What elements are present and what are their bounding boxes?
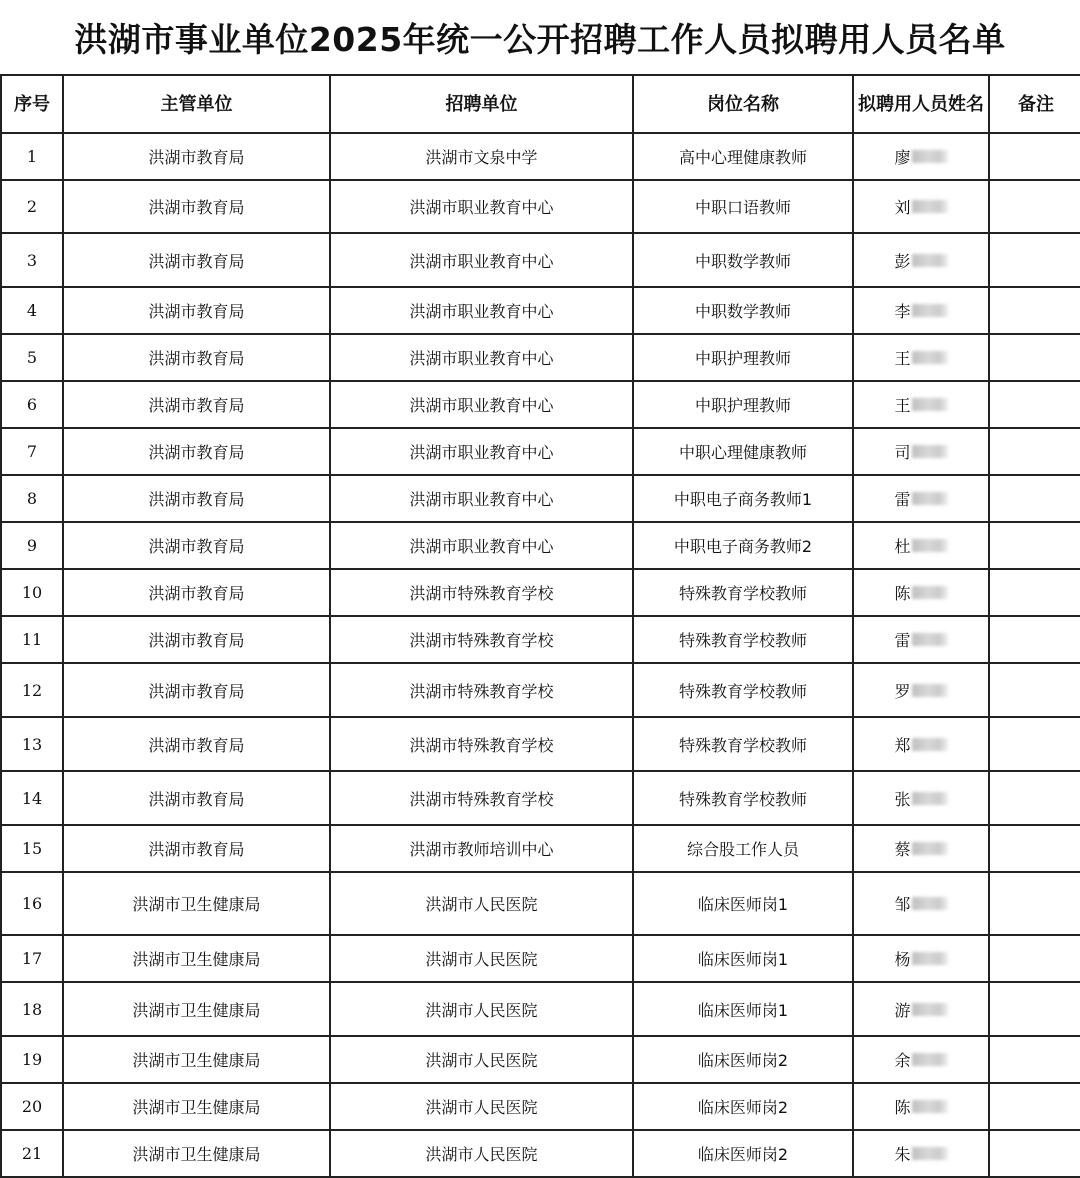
candidate-surname: 郑: [894, 735, 911, 755]
redacted-name-blur: [912, 586, 948, 599]
redacted-name-blur: [912, 254, 948, 267]
cell-dept: 洪湖市教育局: [63, 180, 330, 233]
cell-note: [989, 872, 1080, 935]
candidate-surname: 张: [894, 789, 911, 809]
cell-note: [989, 569, 1080, 616]
cell-dept: 洪湖市教育局: [63, 663, 330, 717]
cell-unit: 洪湖市教师培训中心: [330, 825, 633, 872]
redacted-name-blur: [912, 1147, 948, 1160]
name-wrap: [894, 628, 947, 651]
table-row: [1, 475, 1080, 522]
table-row: [1, 1083, 1080, 1130]
cell-dept: 洪湖市教育局: [63, 825, 330, 872]
cell-post: 特殊教育学校教师: [633, 771, 853, 825]
table-row: [1, 381, 1080, 428]
name-wrap: [894, 346, 947, 369]
cell-no: 6: [1, 381, 63, 428]
cell-post: 临床医师岗2: [633, 1036, 853, 1083]
name-wrap: [894, 892, 947, 915]
candidate-surname: 余: [894, 1051, 911, 1070]
name-wrap: [894, 299, 947, 322]
cell-name: [853, 663, 989, 717]
redacted-name-blur: [912, 539, 948, 552]
name-wrap: [894, 393, 947, 416]
cell-unit: 洪湖市特殊教育学校: [330, 569, 633, 616]
name-wrap: [894, 1095, 947, 1118]
candidate-surname: 刘: [894, 198, 911, 217]
cell-post: 临床医师岗1: [633, 935, 853, 982]
table-row: [1, 233, 1080, 287]
redacted-name-blur: [912, 633, 948, 646]
col-header-dept: 主管单位: [63, 75, 330, 133]
cell-post: 临床医师岗1: [633, 982, 853, 1036]
table-row: [1, 825, 1080, 872]
candidate-surname: 司: [894, 443, 911, 462]
cell-post: 临床医师岗2: [633, 1130, 853, 1177]
cell-note: [989, 771, 1080, 825]
cell-post: 综合股工作人员: [633, 825, 853, 872]
cell-name: [853, 334, 989, 381]
table-row: [1, 1036, 1080, 1083]
cell-unit: 洪湖市人民医院: [330, 1036, 633, 1083]
candidate-surname: 李: [894, 302, 911, 321]
cell-dept: 洪湖市卫生健康局: [63, 1083, 330, 1130]
table-row: [1, 180, 1080, 233]
candidate-surname: 朱: [894, 1145, 911, 1164]
cell-note: [989, 616, 1080, 663]
name-wrap: [894, 581, 947, 604]
candidate-surname: 廖: [894, 148, 911, 167]
redacted-name-blur: [912, 200, 948, 213]
cell-unit: 洪湖市人民医院: [330, 1130, 633, 1177]
cell-dept: 洪湖市教育局: [63, 428, 330, 475]
hiring-table: [0, 74, 1080, 1178]
cell-no: 1: [1, 133, 63, 180]
cell-note: [989, 381, 1080, 428]
cell-unit: 洪湖市特殊教育学校: [330, 616, 633, 663]
name-wrap: [894, 1048, 947, 1071]
cell-name: [853, 1036, 989, 1083]
cell-no: 19: [1, 1036, 63, 1083]
cell-post: 特殊教育学校教师: [633, 569, 853, 616]
cell-note: [989, 825, 1080, 872]
table-row: [1, 717, 1080, 771]
cell-name: [853, 771, 989, 825]
cell-dept: 洪湖市教育局: [63, 569, 330, 616]
cell-name: [853, 616, 989, 663]
table-row: [1, 334, 1080, 381]
cell-dept: 洪湖市教育局: [63, 233, 330, 287]
redacted-name-blur: [912, 304, 948, 317]
cell-dept: 洪湖市教育局: [63, 717, 330, 771]
cell-dept: 洪湖市卫生健康局: [63, 982, 330, 1036]
cell-no: 9: [1, 522, 63, 569]
redacted-name-blur: [912, 492, 948, 505]
cell-post: 中职心理健康教师: [633, 428, 853, 475]
redacted-name-blur: [912, 684, 948, 697]
cell-post: 中职护理教师: [633, 381, 853, 428]
cell-name: [853, 133, 989, 180]
cell-post: 特殊教育学校教师: [633, 717, 853, 771]
candidate-surname: 蔡: [894, 840, 911, 859]
cell-unit: 洪湖市文泉中学: [330, 133, 633, 180]
cell-dept: 洪湖市教育局: [63, 381, 330, 428]
cell-name: [853, 872, 989, 935]
cell-unit: 洪湖市职业教育中心: [330, 180, 633, 233]
cell-name: [853, 1083, 989, 1130]
cell-dept: 洪湖市卫生健康局: [63, 1130, 330, 1177]
name-wrap: [894, 787, 947, 810]
table-row: [1, 569, 1080, 616]
candidate-surname: 罗: [894, 681, 911, 701]
cell-no: 4: [1, 287, 63, 334]
table-row: [1, 982, 1080, 1036]
cell-no: 7: [1, 428, 63, 475]
cell-no: 18: [1, 982, 63, 1036]
table-row: [1, 133, 1080, 180]
table-row: [1, 663, 1080, 717]
redacted-name-blur: [912, 445, 948, 458]
candidate-surname: 王: [894, 349, 911, 368]
candidate-surname: 王: [894, 396, 911, 415]
cell-no: 13: [1, 717, 63, 771]
cell-unit: 洪湖市职业教育中心: [330, 428, 633, 475]
cell-note: [989, 334, 1080, 381]
cell-no: 20: [1, 1083, 63, 1130]
cell-no: 2: [1, 180, 63, 233]
cell-name: [853, 287, 989, 334]
cell-no: 21: [1, 1130, 63, 1177]
table-row: [1, 872, 1080, 935]
cell-note: [989, 663, 1080, 717]
name-wrap: [894, 1142, 947, 1165]
name-wrap: [894, 487, 947, 510]
redacted-name-blur: [912, 1053, 948, 1066]
cell-no: 8: [1, 475, 63, 522]
cell-no: 17: [1, 935, 63, 982]
cell-unit: 洪湖市人民医院: [330, 872, 633, 935]
cell-no: 3: [1, 233, 63, 287]
name-wrap: [894, 679, 947, 702]
cell-name: [853, 825, 989, 872]
cell-name: [853, 233, 989, 287]
candidate-surname: 陈: [894, 1098, 911, 1117]
cell-post: 高中心理健康教师: [633, 133, 853, 180]
cell-post: 临床医师岗2: [633, 1083, 853, 1130]
cell-post: 中职数学教师: [633, 287, 853, 334]
cell-unit: 洪湖市人民医院: [330, 982, 633, 1036]
cell-note: [989, 935, 1080, 982]
col-header-post: 岗位名称: [633, 75, 853, 133]
table-header-row: [1, 75, 1080, 133]
name-wrap: [894, 249, 947, 272]
candidate-surname: 彭: [894, 251, 911, 271]
redacted-name-blur: [912, 1003, 948, 1016]
redacted-name-blur: [912, 952, 948, 965]
cell-post: 中职护理教师: [633, 334, 853, 381]
cell-name: [853, 935, 989, 982]
cell-note: [989, 287, 1080, 334]
name-wrap: [894, 440, 947, 463]
name-wrap: [894, 145, 947, 168]
candidate-surname: 雷: [894, 490, 911, 509]
cell-no: 15: [1, 825, 63, 872]
name-wrap: [894, 534, 947, 557]
candidate-surname: 杨: [894, 950, 911, 969]
col-header-note: 备注: [989, 75, 1080, 133]
cell-note: [989, 133, 1080, 180]
cell-post: 特殊教育学校教师: [633, 663, 853, 717]
redacted-name-blur: [912, 1100, 948, 1113]
name-wrap: [894, 837, 947, 860]
cell-note: [989, 1036, 1080, 1083]
name-wrap: [894, 195, 947, 218]
cell-dept: 洪湖市教育局: [63, 475, 330, 522]
cell-no: 5: [1, 334, 63, 381]
candidate-surname: 杜: [894, 537, 911, 556]
name-wrap: [894, 998, 947, 1021]
cell-note: [989, 428, 1080, 475]
cell-unit: 洪湖市职业教育中心: [330, 381, 633, 428]
cell-unit: 洪湖市职业教育中心: [330, 475, 633, 522]
redacted-name-blur: [912, 738, 948, 751]
cell-note: [989, 233, 1080, 287]
table-body: [1, 133, 1080, 1177]
cell-note: [989, 475, 1080, 522]
candidate-surname: 雷: [894, 631, 911, 650]
cell-dept: 洪湖市教育局: [63, 287, 330, 334]
redacted-name-blur: [912, 842, 948, 855]
cell-post: 中职数学教师: [633, 233, 853, 287]
cell-no: 12: [1, 663, 63, 717]
cell-no: 14: [1, 771, 63, 825]
cell-dept: 洪湖市教育局: [63, 522, 330, 569]
cell-name: [853, 569, 989, 616]
cell-unit: 洪湖市职业教育中心: [330, 233, 633, 287]
col-header-unit: 招聘单位: [330, 75, 633, 133]
cell-unit: 洪湖市职业教育中心: [330, 334, 633, 381]
table-row: [1, 522, 1080, 569]
cell-unit: 洪湖市职业教育中心: [330, 287, 633, 334]
table-row: [1, 428, 1080, 475]
candidate-surname: 游: [894, 1000, 911, 1020]
cell-post: 中职口语教师: [633, 180, 853, 233]
cell-name: [853, 1130, 989, 1177]
cell-name: [853, 180, 989, 233]
cell-note: [989, 1083, 1080, 1130]
candidate-surname: 邹: [894, 895, 911, 914]
table-row: [1, 1130, 1080, 1177]
cell-dept: 洪湖市教育局: [63, 133, 330, 180]
cell-unit: 洪湖市人民医院: [330, 935, 633, 982]
cell-name: [853, 982, 989, 1036]
redacted-name-blur: [912, 351, 948, 364]
cell-unit: 洪湖市人民医院: [330, 1083, 633, 1130]
table-row: [1, 616, 1080, 663]
cell-unit: 洪湖市特殊教育学校: [330, 663, 633, 717]
cell-dept: 洪湖市卫生健康局: [63, 1036, 330, 1083]
redacted-name-blur: [912, 897, 948, 910]
cell-name: [853, 717, 989, 771]
cell-note: [989, 717, 1080, 771]
cell-name: [853, 475, 989, 522]
cell-name: [853, 381, 989, 428]
cell-post: 中职电子商务教师2: [633, 522, 853, 569]
cell-no: 16: [1, 872, 63, 935]
cell-dept: 洪湖市教育局: [63, 771, 330, 825]
cell-dept: 洪湖市卫生健康局: [63, 872, 330, 935]
table-row: [1, 935, 1080, 982]
redacted-name-blur: [912, 398, 948, 411]
cell-unit: 洪湖市特殊教育学校: [330, 717, 633, 771]
cell-note: [989, 180, 1080, 233]
cell-dept: 洪湖市教育局: [63, 616, 330, 663]
col-header-name: 拟聘用人员姓名: [853, 75, 989, 133]
table-row: [1, 287, 1080, 334]
cell-dept: 洪湖市卫生健康局: [63, 935, 330, 982]
cell-unit: 洪湖市特殊教育学校: [330, 771, 633, 825]
cell-name: [853, 522, 989, 569]
cell-unit: 洪湖市职业教育中心: [330, 522, 633, 569]
cell-post: 临床医师岗1: [633, 872, 853, 935]
cell-post: 特殊教育学校教师: [633, 616, 853, 663]
col-header-no: 序号: [1, 75, 63, 133]
cell-name: [853, 428, 989, 475]
cell-no: 11: [1, 616, 63, 663]
cell-no: 10: [1, 569, 63, 616]
candidate-surname: 陈: [894, 584, 911, 603]
page-title: 洪湖市事业单位2025年统一公开招聘工作人员拟聘用人员名单: [74, 19, 1006, 59]
cell-note: [989, 982, 1080, 1036]
name-wrap: [894, 947, 947, 970]
table-row: [1, 771, 1080, 825]
cell-dept: 洪湖市教育局: [63, 334, 330, 381]
cell-note: [989, 1130, 1080, 1177]
redacted-name-blur: [912, 150, 948, 163]
cell-note: [989, 522, 1080, 569]
redacted-name-blur: [912, 792, 948, 805]
name-wrap: [894, 733, 947, 756]
cell-post: 中职电子商务教师1: [633, 475, 853, 522]
